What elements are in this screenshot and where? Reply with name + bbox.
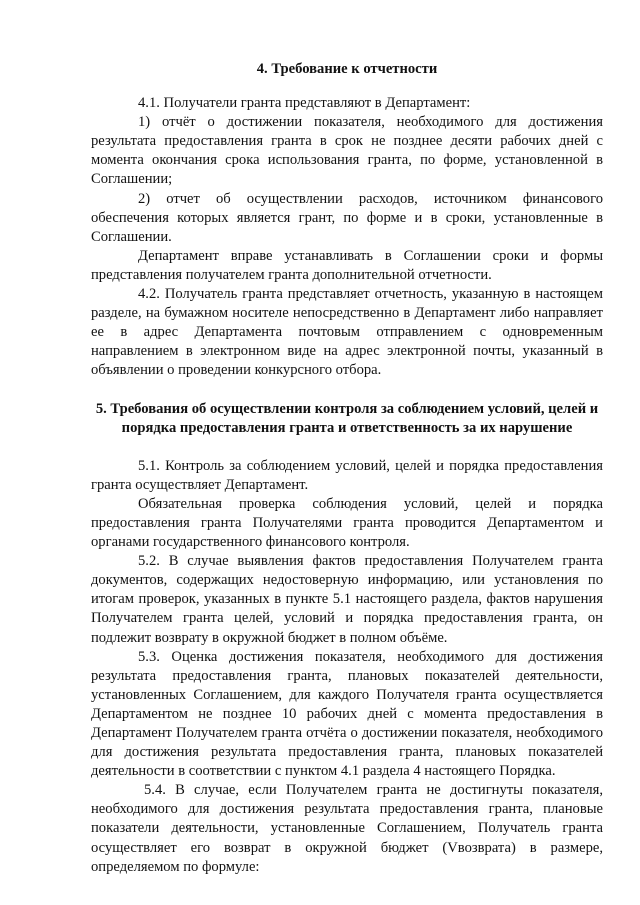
paragraph-4-1-item-1: 1) отчёт о достижении показателя, необходимого для достижения результата предоставления гранта в срок не позднее десяти рабочих дней с момента окончания срока использования гранта, по форме, установленной в Соглашении; <box>91 114 603 188</box>
paragraph-4-1-item-2: 2) отчет об осуществлении расходов, источником финансового обеспечения которых является грант, по форме и в сроки, установленные в Соглашении. <box>91 190 603 245</box>
document-content <box>91 60 603 877</box>
paragraph-5-4: 5.4. В случае, если Получателем гранта не достигнуты показателя, необходимого для достижения результата предоставления гранта, плановые показатели деятельности, установленные Соглашением, Получатель гранта осуществляет его возврат в окружной бюджет (Vвозврата) в размере, определяемом по формуле: <box>91 782 603 875</box>
section-4-heading: 4. Требование к отчетности <box>256 61 438 77</box>
paragraph-4-1: 4.1. Получатели гранта представляют в Департамент: <box>138 95 471 112</box>
paragraph-5-1-check: Обязательная проверка соблюдения условий, целей и порядка предоставления гранта Получателями гранта проводится Департаментом и органами государственного финансового контроля. <box>91 495 603 551</box>
paragraph-5-1: 5.1. Контроль за соблюдением условий, целей и порядка предоставления гранта осуществляет Департамент. <box>91 457 603 493</box>
paragraph-5-3: 5.3. Оценка достижения показателя, необходимого для достижения результата предоставления гранта, плановых показателей деятельности, установленных Соглашением, для каждого Получателя гранта осуществляется Департаментом не позднее 10 рабочих дней с момента предоставления в Департамент Получателем гранта отчёта о достижении показателя, необходимого для достижения результата предоставления гранта, плановых показателей деятельности в соответствии с пунктом 4.1 раздела 4 настоящего Порядка. <box>91 648 603 780</box>
paragraph-5-2: 5.2. В случае выявления фактов предоставления Получателем гранта документов, содержащих недостоверную информацию, или установления по итогам проверок, указанных в пункте 5.1 настоящего раздела, фактов нарушения Получателем гранта целей, условий и порядка предоставления гранта, он подлежит возврату в окружной бюджет в полном объёме. <box>91 553 603 646</box>
paragraph-4-1-additional: Департамент вправе устанавливать в Соглашении сроки и формы представления получателем гранта дополнительной отчетности. <box>91 247 603 283</box>
paragraph-4-2: 4.2. Получатель гранта представляет отчетность, указанную в настоящем разделе, на бумажном носителе непосредственно в Департамент либо направляет ее в адрес Департамента почтовым отправлением с одновременным направлением в электронном виде на адрес электронной почты, указанный в объявлении о проведении конкурсного отбора. <box>91 286 603 379</box>
section-5-heading: 5. Требования об осуществлении контроля за соблюдением условий, целей и порядка предоставления гранта и ответственность за их нарушение <box>95 400 599 436</box>
